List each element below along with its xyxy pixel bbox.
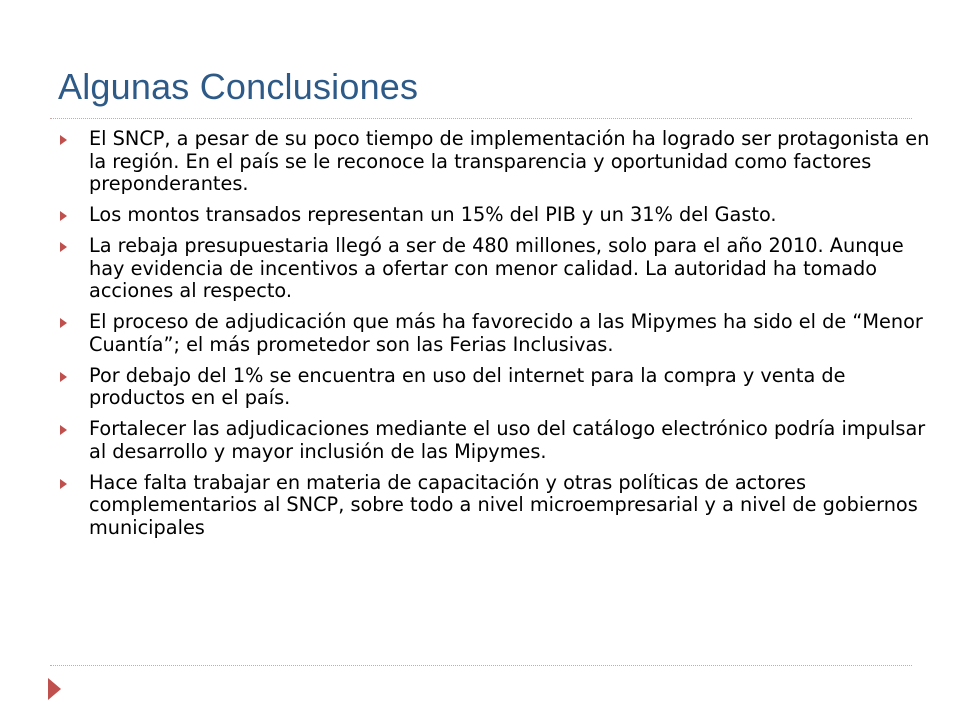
bullet-arrow-icon	[60, 211, 67, 221]
bullet-item-4	[60, 311, 930, 356]
bullet-arrow-icon	[60, 479, 67, 489]
bullet-list	[60, 128, 930, 548]
bullet-text: La rebaja presupuestaria llegó a ser de 480 millones, solo para el año 2010. Aunque hay evidencia de incentivos a ofertar con menor calidad. La autoridad ha tomado acciones al respecto.	[89, 234, 904, 302]
bullet-text: El SNCP, a pesar de su poco tiempo de implementación ha logrado ser protagonista en la región. En el país se le reconoce la transparencia y oportunidad como factores preponderantes.	[89, 127, 930, 195]
bullet-item-2	[60, 204, 930, 227]
slide-title: Algunas Conclusiones	[58, 66, 419, 107]
bullet-text: Fortalecer las adjudicaciones mediante el uso del catálogo electrónico podría impulsar al desarrollo y mayor inclusión de las Mipymes.	[89, 417, 926, 463]
bullet-item-3	[60, 235, 930, 303]
bullet-item-6	[60, 418, 930, 463]
bullet-arrow-icon	[60, 242, 67, 252]
bullet-item-1	[60, 128, 930, 196]
bullet-arrow-icon	[60, 425, 67, 435]
bullet-arrow-icon	[60, 135, 67, 145]
bullet-item-7	[60, 472, 930, 540]
bullet-arrow-icon	[60, 372, 67, 382]
bullet-arrow-icon	[60, 318, 67, 328]
bullet-text: Los montos transados representan un 15% del PIB y un 31% del Gasto.	[89, 203, 777, 226]
footer-divider	[50, 665, 912, 666]
bullet-text: El proceso de adjudicación que más ha favorecido a las Mipymes ha sido el de “Menor Cuantía”; el más prometedor son las Ferias Inclusivas.	[89, 310, 923, 356]
corner-arrow-icon	[48, 678, 61, 700]
bullet-item-5	[60, 365, 930, 410]
bullet-text: Hace falta trabajar en materia de capacitación y otras políticas de actores complementarios al SNCP, sobre todo a nivel microempresarial y a nivel de gobiernos municipales	[89, 470, 918, 539]
title-divider	[50, 118, 912, 119]
bullet-text: Por debajo del 1% se encuentra en uso del internet para la compra y venta de productos en el país.	[89, 363, 846, 409]
